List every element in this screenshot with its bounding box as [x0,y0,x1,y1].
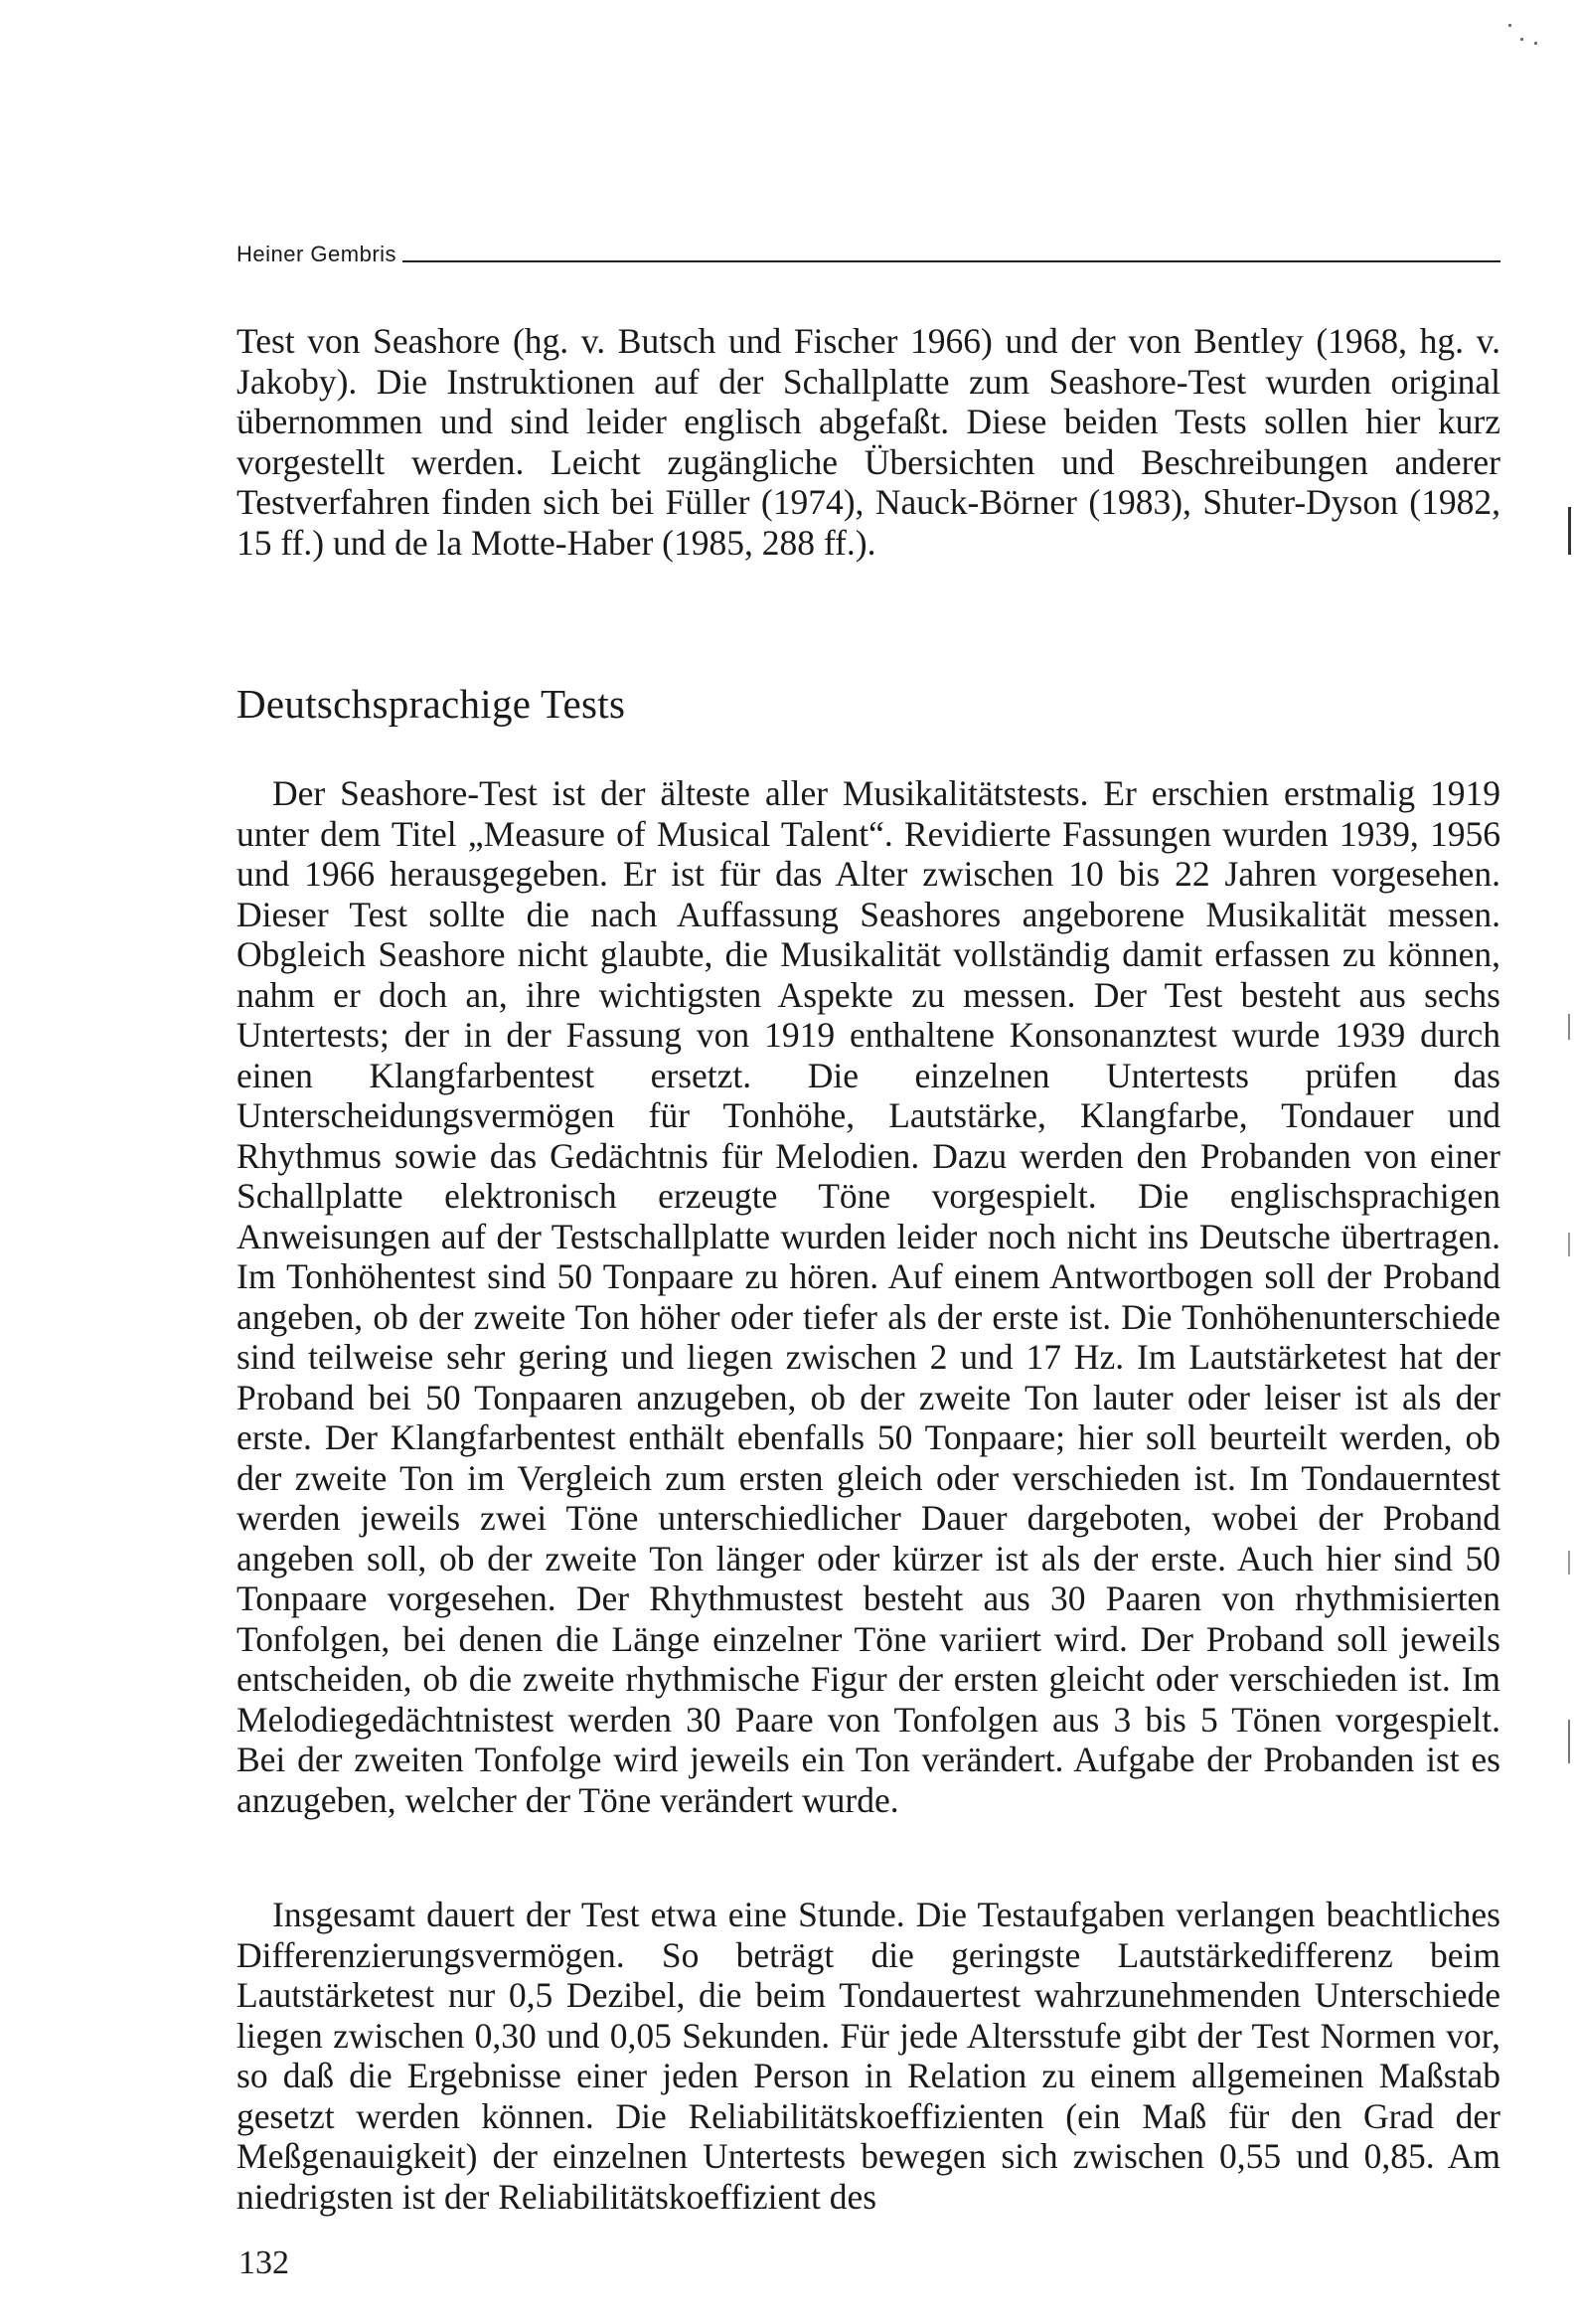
scan-speck [1534,42,1537,45]
margin-mark [1568,1014,1570,1040]
header-author: Heiner Gembris [237,242,397,266]
margin-mark [1568,1720,1570,1763]
intro-paragraph: Test von Seashore (hg. v. Butsch und Fischer 1966) und der von Bentley (1968, hg. v. Jakoby). Die Instruktionen auf der Schallplatte zum Seashore-Test wurden original übernommen und sind leider englisch abgefaßt. Diese beiden Tests sollen hier kurz vorgestellt werden. Leicht zugängliche Übersichten und Beschreibungen anderer Testverfahren finden sich bei Füller (1974), Nauck-Börner (1983), Shuter-Dyson (1982, 15 ff.) und de la Motte-Haber (1985, 288 ff.). [237,321,1500,563]
section-heading: Deutschsprachige Tests [237,681,626,727]
scan-speck [1508,24,1511,27]
body-paragraph-2: Insgesamt dauert der Test etwa eine Stunde. Die Testaufgaben verlangen beachtliches Differenzierungsvermögen. So beträgt die geringste Lautstärkedifferenz beim Lautstärketest nur 0,5 Dezibel, die beim Tondauertest wahrzunehmenden Unterschiede liegen zwischen 0,30 und 0,05 Sekunden. Für jede Altersstufe gibt der Test Normen vor, so daß die Ergebnisse einer jeden Person in Relation zu einem allgemeinen Maßstab gesetzt werden können. Die Reliabilitätskoeffizienten (ein Maß für den Grad der Meßgenauigkeit) der einzelnen Untertests bewegen sich zwischen 0,55 und 0,85. Am niedrigsten ist der Reliabilitätskoeffizient des [237,1895,1500,2217]
header-rule [402,260,1500,262]
margin-mark [1568,507,1571,555]
page-number: 132 [238,2244,289,2281]
body-paragraph-1: Der Seashore-Test ist der älteste aller Musikalitätstests. Er erschien erstmalig 1919 unter dem Titel „Measure of Musical Talent“. Revidierte Fassungen wurden 1939, 1956 und 1966 herausgegeben. Er ist für das Alter zwischen 10 bis 22 Jahren vorgesehen. Dieser Test sollte die nach Auffassung Seashores angeborene Musikalität messen. Obgleich Seashore nicht glaubte, die Musikalität vollständig damit erfassen zu können, nahm er doch an, ihre wichtigsten Aspekte zu messen. Der Test besteht aus sechs Untertests; der in der Fassung von 1919 enthaltene Konsonanztest wurde 1939 durch einen Klangfarbentest ersetzt. Die einzelnen Untertests prüfen das Unterscheidungsvermögen für Tonhöhe, Lautstärke, Klangfarbe, Tondauer und Rhythmus sowie das Gedächtnis für Melodien. Dazu werden den Probanden von einer Schallplatte elektronisch erzeugte Töne vorgespielt. Die englischsprachigen Anweisungen auf der Testschallplatte wurden leider noch nicht ins Deutsche übertragen. Im Tonhöhentest sind 50 Tonpaare zu hören. Auf einem Antwortbogen soll der Proband angeben, ob der zweite Ton höher oder tiefer als der erste ist. Die Tonhöhenunterschiede sind teilweise sehr gering und liegen zwischen 2 und 17 Hz. Im Lautstärketest hat der Proband bei 50 Tonpaaren anzugeben, ob der zweite Ton lauter oder leiser ist als der erste. Der Klangfarbentest enthält ebenfalls 50 Tonpaare; hier soll beurteilt werden, ob der zweite Ton im Vergleich zum ersten gleich oder verschieden ist. Im Tondauerntest werden jeweils zwei Töne unterschiedlicher Dauer dargeboten, wobei der Proband angeben soll, ob der zweite Ton länger oder kürzer ist als der erste. Auch hier sind 50 Tonpaare vorgesehen. Der Rhythmustest besteht aus 30 Paaren von rhythmisierten Tonfolgen, bei denen die Länge einzelner Töne variiert wird. Der Proband soll jeweils entscheiden, ob die zweite rhythmische Figur der ersten gleicht oder verschieden ist. Im Melodiegedächtnistest werden 30 Paare von Tonfolgen aus 3 bis 5 Tönen vorgespielt. Bei der zweiten Tonfolge wird jeweils ein Ton verändert. Aufgabe der Probanden ist es anzugeben, welcher der Töne verändert wurde. [237,773,1500,1820]
margin-mark [1568,1551,1570,1575]
margin-mark [1568,1233,1570,1256]
scan-speck [1520,38,1523,41]
running-header [237,242,1500,267]
